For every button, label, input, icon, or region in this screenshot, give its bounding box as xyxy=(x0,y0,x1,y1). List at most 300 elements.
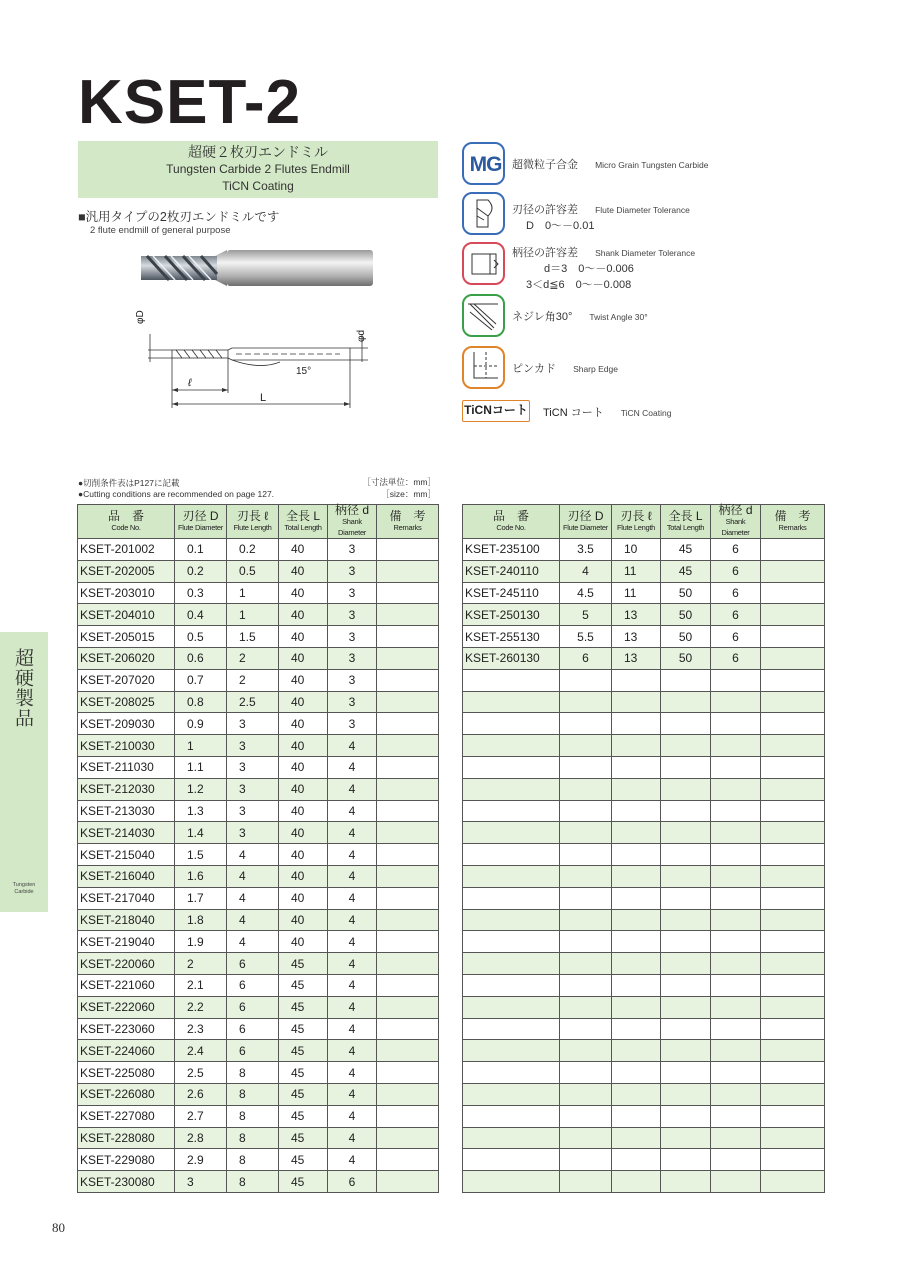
cell-total-length xyxy=(661,669,711,691)
cell-total-length xyxy=(661,713,711,735)
table-row xyxy=(78,1149,439,1171)
cell-flute-diameter xyxy=(560,1018,612,1040)
cell-flute-length: 4 xyxy=(227,887,279,909)
cell-code: KSET-204010 xyxy=(78,604,175,626)
table-row xyxy=(78,909,439,931)
cell-code xyxy=(463,691,560,713)
cell-shank-diameter xyxy=(711,669,761,691)
cell-total-length xyxy=(661,800,711,822)
cell-code: KSET-224060 xyxy=(78,1040,175,1062)
cell-total-length: 40 xyxy=(279,931,328,953)
twist-jp: ネジレ角30° xyxy=(512,311,573,323)
shank-tol-value-1: d＝3 0〜－0.006 xyxy=(544,263,634,275)
cell-remarks xyxy=(377,996,439,1018)
sharp-edge-icon xyxy=(462,346,505,389)
table-row xyxy=(463,822,825,844)
cell-total-length xyxy=(661,953,711,975)
cell-flute-diameter: 0.3 xyxy=(175,582,227,604)
cell-flute-diameter: 1.3 xyxy=(175,800,227,822)
cell-flute-diameter xyxy=(560,974,612,996)
cell-remarks xyxy=(761,539,825,561)
cell-total-length: 45 xyxy=(279,1149,328,1171)
spec-table-left xyxy=(77,504,439,1193)
cell-shank-diameter xyxy=(711,713,761,735)
ticn-en: TiCN Coating xyxy=(620,408,672,418)
cell-shank-diameter: 4 xyxy=(328,800,377,822)
table-row xyxy=(463,887,825,909)
cell-shank-diameter: 4 xyxy=(328,996,377,1018)
cell-shank-diameter: 3 xyxy=(328,669,377,691)
cell-total-length xyxy=(661,691,711,713)
table-row xyxy=(463,800,825,822)
cell-remarks xyxy=(377,909,439,931)
cell-flute-length: 6 xyxy=(227,996,279,1018)
cell-code: KSET-208025 xyxy=(78,691,175,713)
cutting-note-jp: ●切削条件表はP127に記載 xyxy=(78,478,180,488)
cell-shank-diameter xyxy=(711,778,761,800)
cell-flute-length xyxy=(612,909,661,931)
table-row xyxy=(78,626,439,648)
cell-flute-diameter: 0.8 xyxy=(175,691,227,713)
cell-flute-length: 3 xyxy=(227,822,279,844)
cell-total-length: 40 xyxy=(279,909,328,931)
cell-flute-length xyxy=(612,713,661,735)
table-row xyxy=(463,1062,825,1084)
cell-shank-diameter: 4 xyxy=(328,778,377,800)
cell-flute-diameter: 1.1 xyxy=(175,756,227,778)
table-row xyxy=(463,1149,825,1171)
shank-tol-value-2: 3＜d≦6 0〜－0.008 xyxy=(526,279,632,291)
cell-flute-diameter: 0.1 xyxy=(175,539,227,561)
cell-code xyxy=(463,756,560,778)
cell-flute-diameter xyxy=(560,1105,612,1127)
cell-code: KSET-226080 xyxy=(78,1083,175,1105)
table-row xyxy=(463,669,825,691)
cell-code xyxy=(463,887,560,909)
cell-total-length xyxy=(661,1127,711,1149)
cell-remarks xyxy=(761,691,825,713)
cell-flute-diameter xyxy=(560,931,612,953)
cell-shank-diameter: 3 xyxy=(328,604,377,626)
cell-flute-length xyxy=(612,800,661,822)
cell-flute-length xyxy=(612,1040,661,1062)
cell-remarks xyxy=(377,669,439,691)
cell-remarks xyxy=(761,669,825,691)
cell-remarks xyxy=(377,1062,439,1084)
table-row xyxy=(463,756,825,778)
cell-shank-diameter: 6 xyxy=(711,560,761,582)
cell-shank-diameter: 4 xyxy=(328,1149,377,1171)
cell-shank-diameter xyxy=(711,1149,761,1171)
cell-total-length xyxy=(661,909,711,931)
sharp-en: Sharp Edge xyxy=(573,364,618,374)
sharp-jp: ピンカド xyxy=(512,363,556,375)
cell-total-length xyxy=(661,822,711,844)
table-row xyxy=(463,735,825,757)
cell-code: KSET-228080 xyxy=(78,1127,175,1149)
table-row xyxy=(78,560,439,582)
cell-flute-diameter: 0.6 xyxy=(175,647,227,669)
cell-shank-diameter: 6 xyxy=(711,604,761,626)
header-flute-diameter: 刃径 D Flute Diameter xyxy=(175,505,227,539)
cell-total-length: 50 xyxy=(661,647,711,669)
table-row xyxy=(463,778,825,800)
cell-flute-length xyxy=(612,778,661,800)
table-row xyxy=(78,953,439,975)
flute-diameter-icon xyxy=(462,192,505,235)
cell-shank-diameter xyxy=(711,1083,761,1105)
cell-remarks xyxy=(377,953,439,975)
cutting-note-en: ●Cutting conditions are recommended on page 127. xyxy=(78,489,275,499)
cell-code xyxy=(463,778,560,800)
cell-remarks xyxy=(377,800,439,822)
table-row xyxy=(78,669,439,691)
cell-flute-diameter: 2.3 xyxy=(175,1018,227,1040)
cell-flute-diameter: 5 xyxy=(560,604,612,626)
cell-total-length: 50 xyxy=(661,604,711,626)
cell-shank-diameter: 4 xyxy=(328,1127,377,1149)
cell-total-length: 40 xyxy=(279,756,328,778)
cell-remarks xyxy=(761,822,825,844)
cell-total-length: 40 xyxy=(279,539,328,561)
cell-flute-length xyxy=(612,1018,661,1040)
cell-shank-diameter: 4 xyxy=(328,1083,377,1105)
cell-flute-length xyxy=(612,1083,661,1105)
cell-code: KSET-255130 xyxy=(463,626,560,648)
header-remarks: 備 考 Remarks xyxy=(377,505,439,539)
cell-remarks xyxy=(761,887,825,909)
cell-shank-diameter: 4 xyxy=(328,909,377,931)
cell-shank-diameter xyxy=(711,974,761,996)
cell-shank-diameter xyxy=(711,1040,761,1062)
cell-remarks xyxy=(761,647,825,669)
cell-shank-diameter xyxy=(711,1105,761,1127)
cell-total-length: 45 xyxy=(279,1105,328,1127)
table-row xyxy=(78,691,439,713)
cell-shank-diameter xyxy=(711,887,761,909)
table-row xyxy=(78,822,439,844)
twist-en: Twist Angle 30° xyxy=(589,312,648,322)
phi-D-label: φD xyxy=(135,310,146,324)
cell-flute-diameter xyxy=(560,844,612,866)
description-jp: ■汎用タイプの2枚刃エンドミルです xyxy=(78,210,280,224)
subtitle-en: Tungsten Carbide 2 Flutes Endmill xyxy=(166,162,350,176)
cell-flute-length xyxy=(612,669,661,691)
cell-remarks xyxy=(761,800,825,822)
table-row xyxy=(78,756,439,778)
table-row xyxy=(78,996,439,1018)
header-shank-diameter: 柄径 d Shank Diameter xyxy=(711,505,761,539)
ticn-jp: TiCN コート xyxy=(543,407,604,419)
cell-flute-length: 3 xyxy=(227,800,279,822)
cell-shank-diameter xyxy=(711,1127,761,1149)
cell-remarks xyxy=(377,1018,439,1040)
cell-code: KSET-227080 xyxy=(78,1105,175,1127)
cell-total-length: 45 xyxy=(279,1171,328,1193)
cell-flute-length xyxy=(612,756,661,778)
page-number: 80 xyxy=(52,1220,65,1235)
cell-remarks xyxy=(761,844,825,866)
cell-code xyxy=(463,822,560,844)
cell-shank-diameter: 3 xyxy=(328,560,377,582)
cell-flute-length xyxy=(612,1149,661,1171)
cell-total-length: 45 xyxy=(279,996,328,1018)
cell-total-length: 40 xyxy=(279,560,328,582)
cell-flute-diameter: 0.2 xyxy=(175,560,227,582)
table-row xyxy=(463,974,825,996)
cell-remarks xyxy=(377,539,439,561)
cell-code: KSET-216040 xyxy=(78,865,175,887)
flute-tol-en: Flute Diameter Tolerance xyxy=(595,205,690,215)
cell-shank-diameter xyxy=(711,1171,761,1193)
cell-total-length: 40 xyxy=(279,822,328,844)
cell-remarks xyxy=(761,560,825,582)
cell-remarks xyxy=(377,756,439,778)
cell-flute-length: 1 xyxy=(227,604,279,626)
cell-shank-diameter: 6 xyxy=(711,539,761,561)
cell-total-length xyxy=(661,931,711,953)
cell-flute-length: 3 xyxy=(227,713,279,735)
cell-code xyxy=(463,1040,560,1062)
cell-shank-diameter: 4 xyxy=(328,974,377,996)
cell-shank-diameter: 6 xyxy=(711,626,761,648)
cell-code: KSET-229080 xyxy=(78,1149,175,1171)
cell-total-length: 50 xyxy=(661,626,711,648)
cell-total-length xyxy=(661,1062,711,1084)
cell-shank-diameter xyxy=(711,735,761,757)
total-length-label: L xyxy=(260,392,267,404)
cell-flute-diameter: 5.5 xyxy=(560,626,612,648)
cell-shank-diameter: 3 xyxy=(328,626,377,648)
mg-en: Micro Grain Tungsten Carbide xyxy=(595,160,709,170)
cell-total-length: 40 xyxy=(279,800,328,822)
header-code: 品 番 Code No. xyxy=(463,505,560,539)
cell-remarks xyxy=(761,1105,825,1127)
cell-remarks xyxy=(761,1149,825,1171)
cell-total-length: 45 xyxy=(279,1083,328,1105)
cell-flute-length: 6 xyxy=(227,953,279,975)
cell-code xyxy=(463,931,560,953)
cell-shank-diameter xyxy=(711,691,761,713)
cell-flute-length: 2 xyxy=(227,647,279,669)
cell-flute-diameter: 1.5 xyxy=(175,844,227,866)
cell-shank-diameter: 4 xyxy=(328,844,377,866)
cell-code: KSET-219040 xyxy=(78,931,175,953)
cell-flute-length xyxy=(612,931,661,953)
cell-total-length xyxy=(661,996,711,1018)
cell-total-length: 40 xyxy=(279,865,328,887)
cell-code xyxy=(463,865,560,887)
cell-code: KSET-240110 xyxy=(463,560,560,582)
cell-flute-length: 0.5 xyxy=(227,560,279,582)
cell-remarks xyxy=(761,974,825,996)
cell-code: KSET-210030 xyxy=(78,735,175,757)
cell-flute-diameter: 1.2 xyxy=(175,778,227,800)
cell-total-length xyxy=(661,887,711,909)
cell-code xyxy=(463,1062,560,1084)
cell-code xyxy=(463,713,560,735)
cell-flute-length: 4 xyxy=(227,931,279,953)
mg-icon: MG xyxy=(462,142,505,185)
cell-shank-diameter xyxy=(711,844,761,866)
cell-total-length: 40 xyxy=(279,647,328,669)
header-total-length: 全長 L Total Length xyxy=(661,505,711,539)
table-row xyxy=(78,1040,439,1062)
cell-code xyxy=(463,1127,560,1149)
cell-total-length: 45 xyxy=(279,1062,328,1084)
cell-flute-length xyxy=(612,844,661,866)
cell-flute-length: 3 xyxy=(227,735,279,757)
table-row xyxy=(78,1105,439,1127)
table-row xyxy=(78,1127,439,1149)
cell-remarks xyxy=(761,582,825,604)
table-row xyxy=(78,713,439,735)
table-row xyxy=(463,1171,825,1193)
cell-remarks xyxy=(761,996,825,1018)
cell-total-length xyxy=(661,1171,711,1193)
cell-remarks xyxy=(377,647,439,669)
cell-total-length: 40 xyxy=(279,713,328,735)
cell-flute-length xyxy=(612,865,661,887)
cell-total-length xyxy=(661,735,711,757)
table-row xyxy=(463,626,825,648)
cell-remarks xyxy=(377,1083,439,1105)
cell-remarks xyxy=(761,778,825,800)
table-row xyxy=(78,778,439,800)
cell-code xyxy=(463,669,560,691)
cell-total-length xyxy=(661,1149,711,1171)
side-tab-en: Tungsten Carbide xyxy=(12,882,36,895)
cell-total-length: 40 xyxy=(279,669,328,691)
table-row xyxy=(463,713,825,735)
cell-flute-diameter xyxy=(560,756,612,778)
subtitle-coating: TiCN Coating xyxy=(222,179,294,193)
cell-shank-diameter: 3 xyxy=(328,647,377,669)
header-flute-length: 刃長 ℓ Flute Length xyxy=(612,505,661,539)
cell-flute-diameter: 4.5 xyxy=(560,582,612,604)
ticn-description xyxy=(543,404,671,420)
cell-flute-diameter xyxy=(560,822,612,844)
shank-tol-en: Shank Diameter Tolerance xyxy=(595,248,696,258)
cell-flute-length: 3 xyxy=(227,778,279,800)
table-row xyxy=(463,560,825,582)
cell-remarks xyxy=(761,1040,825,1062)
cell-flute-diameter xyxy=(560,1171,612,1193)
cell-total-length xyxy=(661,1040,711,1062)
cell-shank-diameter xyxy=(711,800,761,822)
cell-total-length: 45 xyxy=(279,974,328,996)
cell-code: KSET-235100 xyxy=(463,539,560,561)
cell-total-length: 45 xyxy=(279,1127,328,1149)
cell-flute-diameter: 0.4 xyxy=(175,604,227,626)
cell-total-length xyxy=(661,1018,711,1040)
cell-flute-length xyxy=(612,822,661,844)
cell-flute-diameter xyxy=(560,691,612,713)
flute-length-label: ℓ xyxy=(188,377,192,389)
cell-flute-diameter xyxy=(560,1127,612,1149)
cell-code xyxy=(463,1171,560,1193)
cell-flute-length: 8 xyxy=(227,1149,279,1171)
cell-total-length: 50 xyxy=(661,582,711,604)
cell-code xyxy=(463,996,560,1018)
side-tab-jp: 超硬製品 xyxy=(12,648,33,728)
cell-flute-diameter: 3.5 xyxy=(560,539,612,561)
cell-flute-length: 11 xyxy=(612,582,661,604)
cell-flute-diameter: 6 xyxy=(560,647,612,669)
cell-code: KSET-209030 xyxy=(78,713,175,735)
cell-total-length: 40 xyxy=(279,778,328,800)
cell-code xyxy=(463,953,560,975)
cell-code: KSET-220060 xyxy=(78,953,175,975)
table-row xyxy=(78,844,439,866)
cell-remarks xyxy=(377,1127,439,1149)
cell-remarks xyxy=(761,756,825,778)
cell-flute-diameter: 2.7 xyxy=(175,1105,227,1127)
cell-total-length: 40 xyxy=(279,626,328,648)
cell-flute-diameter xyxy=(560,1040,612,1062)
table-row xyxy=(78,604,439,626)
cell-code: KSET-218040 xyxy=(78,909,175,931)
cell-flute-diameter: 0.9 xyxy=(175,713,227,735)
phi-d-label: φd xyxy=(356,329,367,342)
cell-code: KSET-260130 xyxy=(463,647,560,669)
cell-remarks xyxy=(761,735,825,757)
cell-flute-diameter: 3 xyxy=(175,1171,227,1193)
cell-shank-diameter xyxy=(711,1062,761,1084)
cell-flute-diameter: 0.7 xyxy=(175,669,227,691)
cell-code xyxy=(463,800,560,822)
cell-total-length: 40 xyxy=(279,887,328,909)
cell-flute-diameter xyxy=(560,1149,612,1171)
cell-flute-diameter xyxy=(560,1062,612,1084)
cell-flute-length: 6 xyxy=(227,974,279,996)
cell-remarks xyxy=(377,691,439,713)
header-flute-length: 刃長 ℓ Flute Length xyxy=(227,505,279,539)
cell-total-length: 40 xyxy=(279,604,328,626)
cell-flute-diameter xyxy=(560,996,612,1018)
cell-flute-length: 11 xyxy=(612,560,661,582)
cell-flute-length: 2 xyxy=(227,669,279,691)
cell-flute-diameter: 0.5 xyxy=(175,626,227,648)
cell-flute-diameter: 2.6 xyxy=(175,1083,227,1105)
cell-flute-diameter xyxy=(560,669,612,691)
cell-remarks xyxy=(377,1105,439,1127)
cell-shank-diameter: 6 xyxy=(711,647,761,669)
cell-code: KSET-215040 xyxy=(78,844,175,866)
cell-flute-length: 13 xyxy=(612,626,661,648)
cell-remarks xyxy=(761,1083,825,1105)
cell-remarks xyxy=(377,560,439,582)
cell-remarks xyxy=(761,909,825,931)
cell-remarks xyxy=(377,582,439,604)
cell-code xyxy=(463,844,560,866)
cell-code: KSET-212030 xyxy=(78,778,175,800)
cell-code: KSET-222060 xyxy=(78,996,175,1018)
cell-flute-length: 4 xyxy=(227,844,279,866)
table-row xyxy=(463,1018,825,1040)
cell-code xyxy=(463,974,560,996)
table-row xyxy=(78,865,439,887)
cell-code xyxy=(463,1149,560,1171)
cell-flute-length: 0.2 xyxy=(227,539,279,561)
cell-remarks xyxy=(377,822,439,844)
table-row xyxy=(463,1127,825,1149)
cell-flute-length: 8 xyxy=(227,1127,279,1149)
cell-code: KSET-223060 xyxy=(78,1018,175,1040)
cell-flute-diameter: 1 xyxy=(175,735,227,757)
cell-flute-diameter: 1.4 xyxy=(175,822,227,844)
cell-shank-diameter: 3 xyxy=(328,713,377,735)
